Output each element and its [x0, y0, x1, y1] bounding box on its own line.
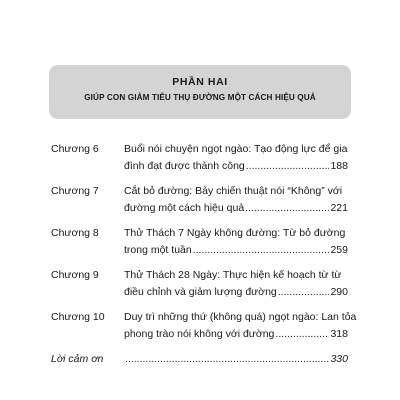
page-number: 188 — [330, 160, 348, 172]
page-number: 318 — [330, 328, 348, 340]
chapter-title-leader-line — [124, 200, 348, 217]
chapter-title — [124, 267, 348, 301]
chapter-title-line: phong trào nói không với đường — [124, 328, 275, 340]
chapter-title-line: trong một tuần — [124, 244, 192, 256]
page-number: 259 — [330, 244, 348, 256]
page-number: 290 — [330, 286, 348, 298]
chapter-title-line: điều chỉnh và giảm lượng đường — [124, 286, 277, 298]
chapter-title-line: Duy trì những thứ (không quá) ngọt ngào: Lan tỏa — [124, 311, 357, 323]
dot-leader — [246, 158, 330, 175]
acknowledgments-leader — [124, 351, 348, 368]
page-number: 330 — [330, 353, 348, 365]
chapter-title — [124, 309, 357, 343]
acknowledgments-leader-line — [124, 351, 348, 368]
chapter-label: Chương 6 — [51, 143, 99, 155]
part-subtitle: GIÚP CON GIẢM TIÊU THỤ ĐƯỜNG MỘT CÁCH HIỆU QUẢ — [84, 93, 316, 102]
chapter-title-leader-line — [124, 242, 348, 259]
chapter-title-line: Thử Thách 7 Ngày không đường: Từ bỏ đường — [124, 227, 346, 239]
chapter-title-leader-line — [124, 326, 348, 343]
chapter-title-line: đường một cách hiệu quả — [124, 202, 245, 214]
chapter-title — [124, 141, 348, 175]
chapter-title-line: đình đạt được thành công — [124, 160, 245, 172]
chapter-title-line: Buổi nói chuyện ngọt ngào: Tạo động lực để gia — [124, 143, 348, 155]
chapter-label: Chương 10 — [51, 311, 105, 323]
chapter-label: Chương 9 — [51, 269, 99, 281]
page-number: 221 — [330, 202, 348, 214]
chapter-title-line: Cắt bỏ đường: Bảy chiến thuật nói “Không” với — [124, 185, 343, 197]
chapter-label: Chương 8 — [51, 227, 99, 239]
chapter-title — [124, 183, 348, 217]
dot-leader — [193, 242, 330, 259]
chapter-title-leader-line — [124, 284, 348, 301]
part-title: PHẦN HAI — [172, 76, 228, 88]
chapter-label: Chương 7 — [51, 185, 99, 197]
acknowledgments-label: Lời cảm ơn — [51, 353, 104, 365]
dot-leader — [278, 284, 330, 301]
chapter-title — [124, 225, 348, 259]
dot-leader — [275, 326, 329, 343]
part-header-banner — [49, 65, 351, 119]
dot-leader — [245, 200, 329, 217]
chapter-title-leader-line — [124, 158, 348, 175]
chapter-title-line: Thử Thách 28 Ngày: Thực hiện kế hoạch từ từ — [124, 269, 342, 281]
dot-leader — [125, 351, 329, 368]
